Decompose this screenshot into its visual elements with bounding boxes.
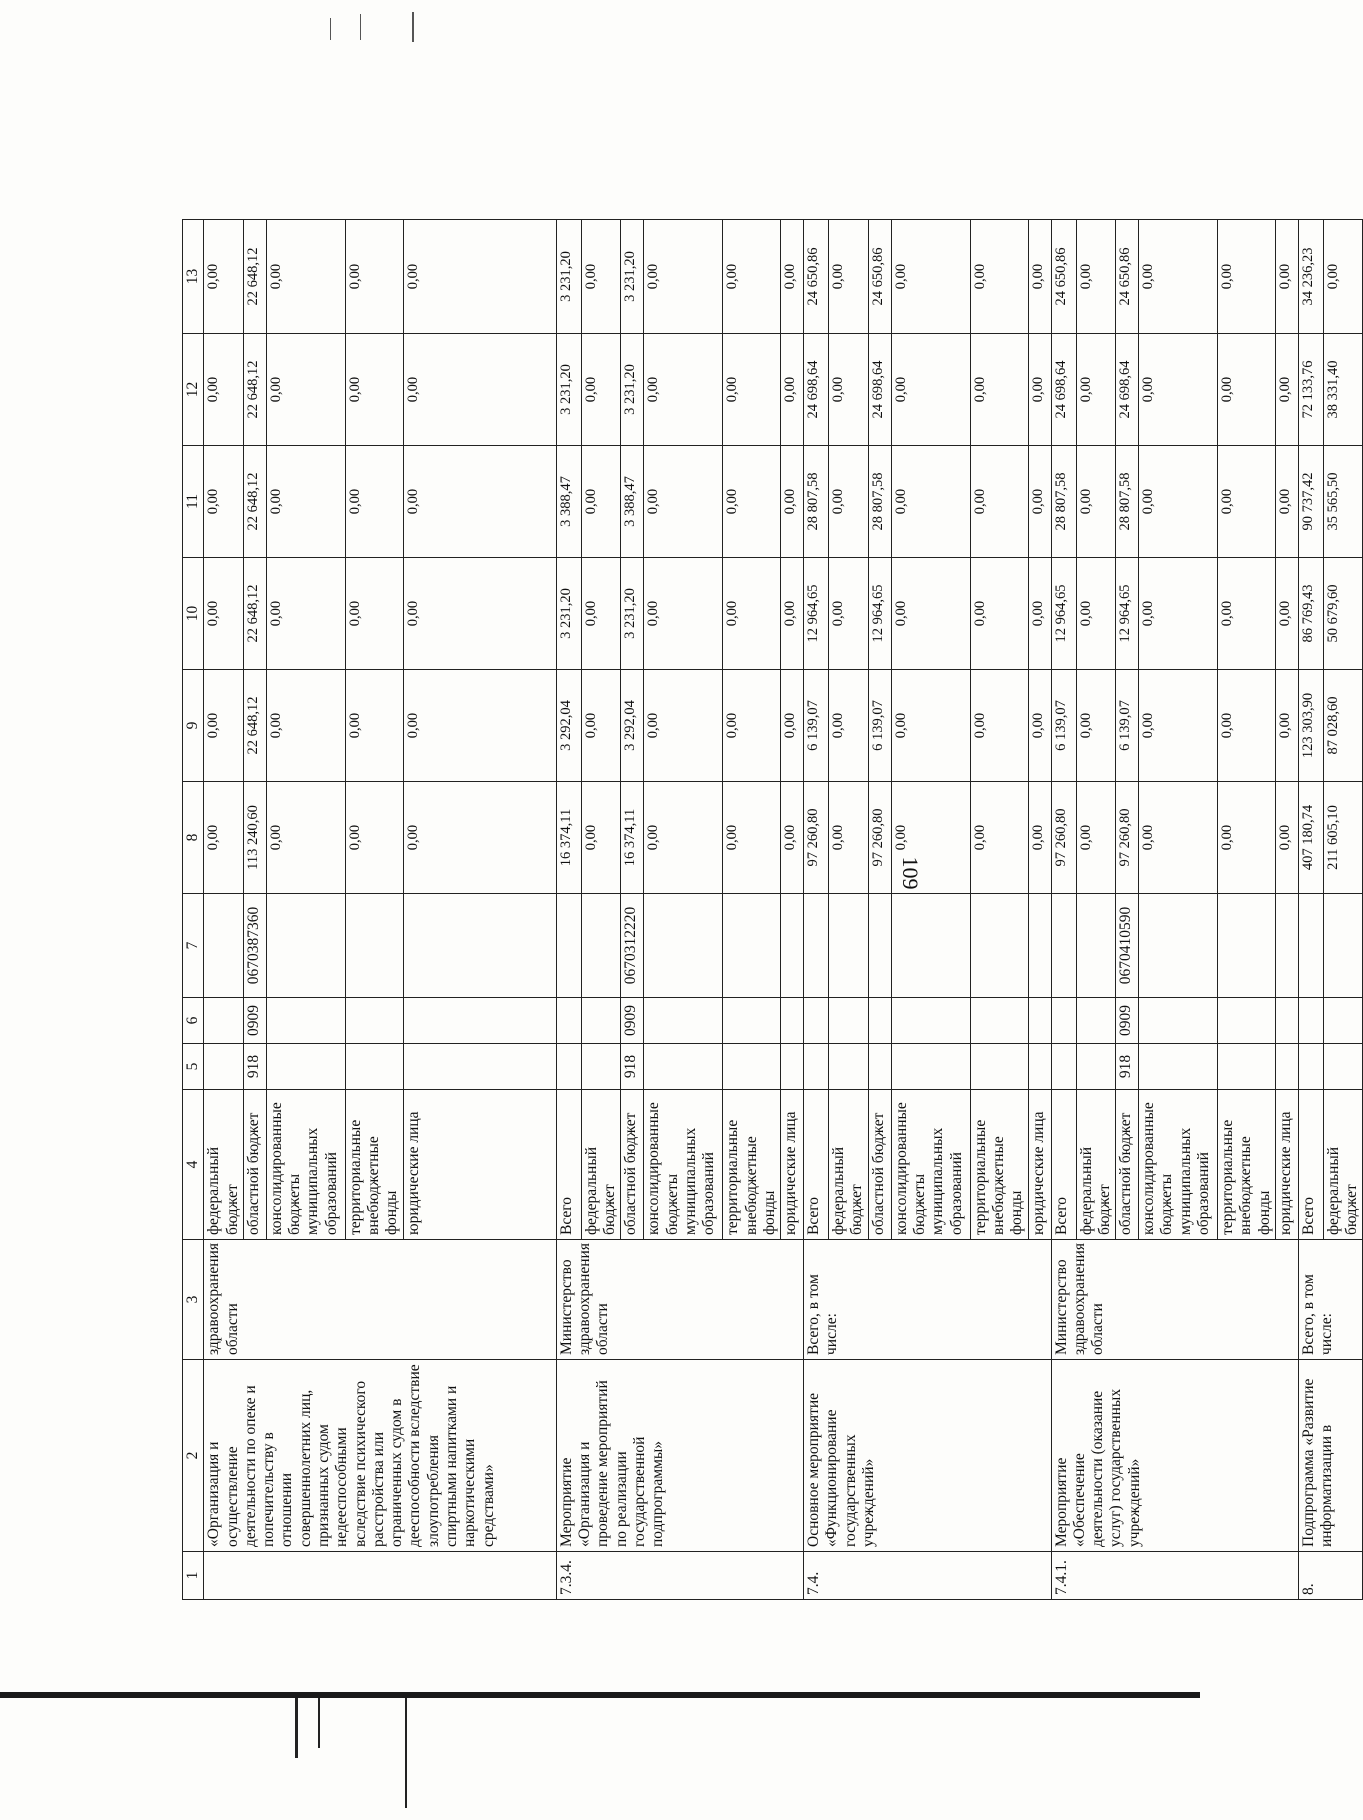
amount-cell: 6 139,07 — [868, 670, 891, 782]
amount-cell: 0,00 — [581, 446, 621, 558]
amount-cell: 0,00 — [581, 782, 621, 894]
scan-edge-mark — [330, 18, 331, 40]
amount-cell: 0,00 — [1275, 782, 1298, 894]
funding-source: областной бюджет — [868, 1090, 891, 1240]
row-number: 8. — [1298, 1552, 1363, 1600]
col-header: 11 — [183, 446, 204, 558]
amount-cell: 0,00 — [891, 220, 970, 334]
col-header: 5 — [183, 1044, 204, 1090]
amount-cell: 34 236,23 — [1298, 220, 1323, 334]
budget-code-c5: 918 — [1116, 1044, 1139, 1090]
amount-cell: 0,00 — [1139, 446, 1218, 558]
program-name: Подпрограмма «Развитие информатизации в — [1298, 1360, 1363, 1552]
budget-code-c6 — [403, 998, 556, 1044]
funding-source: Всего — [804, 1090, 829, 1240]
amount-cell: 0,00 — [970, 220, 1028, 334]
amount-cell: 12 964,65 — [1116, 558, 1139, 670]
budget-code-c6 — [1323, 998, 1363, 1044]
amount-cell: 50 679,60 — [1323, 558, 1363, 670]
amount-cell: 3 231,20 — [621, 558, 644, 670]
amount-cell: 113 240,60 — [243, 782, 266, 894]
program-name: Мероприятие «Обеспечение деятельности (оказание услуг) государственных учреждений» — [1051, 1360, 1298, 1552]
col-header: 12 — [183, 334, 204, 446]
col-header: 9 — [183, 670, 204, 782]
funding-source: территориальные внебюджетные фонды — [345, 1090, 403, 1240]
budget-code-c6 — [1298, 998, 1323, 1044]
col-header: 7 — [183, 894, 204, 998]
budget-code-c7 — [970, 894, 1028, 998]
amount-cell: 3 231,20 — [556, 558, 581, 670]
amount-cell: 0,00 — [403, 220, 556, 334]
amount-cell: 0,00 — [1139, 220, 1218, 334]
budget-code-c6 — [868, 998, 891, 1044]
budget-code-c5 — [1218, 1044, 1276, 1090]
amount-cell: 0,00 — [644, 670, 723, 782]
funding-source: консолидированные бюджеты муниципальных образований — [266, 1090, 345, 1240]
amount-cell: 0,00 — [891, 334, 970, 446]
amount-cell: 6 139,07 — [1116, 670, 1139, 782]
amount-cell: 12 964,65 — [868, 558, 891, 670]
amount-cell: 0,00 — [1139, 558, 1218, 670]
amount-cell: 0,00 — [1076, 220, 1116, 334]
amount-cell: 22 648,12 — [243, 670, 266, 782]
budget-code-c6 — [1218, 998, 1276, 1044]
amount-cell: 0,00 — [829, 220, 869, 334]
amount-cell: 24 650,86 — [1051, 220, 1076, 334]
amount-cell: 28 807,58 — [1051, 446, 1076, 558]
amount-cell: 0,00 — [403, 670, 556, 782]
amount-cell: 0,00 — [829, 670, 869, 782]
funding-source: консолидированные бюджеты муниципальных образований — [644, 1090, 723, 1240]
amount-cell: 12 964,65 — [1051, 558, 1076, 670]
amount-cell: 0,00 — [1218, 558, 1276, 670]
amount-cell: 0,00 — [781, 334, 804, 446]
amount-cell: 12 964,65 — [804, 558, 829, 670]
budget-code-c6 — [1028, 998, 1051, 1044]
budget-code-c7 — [781, 894, 804, 998]
amount-cell: 0,00 — [781, 558, 804, 670]
col-header: 2 — [183, 1360, 204, 1552]
amount-cell: 0,00 — [1076, 334, 1116, 446]
amount-cell: 3 292,04 — [556, 670, 581, 782]
amount-cell: 3 292,04 — [621, 670, 644, 782]
amount-cell: 0,00 — [345, 446, 403, 558]
amount-cell: 0,00 — [644, 334, 723, 446]
amount-cell: 0,00 — [403, 782, 556, 894]
funding-source: Всего — [1051, 1090, 1076, 1240]
row-number — [204, 1552, 556, 1600]
table-row — [556, 220, 581, 1600]
amount-cell: 0,00 — [204, 558, 244, 670]
budget-code-c6 — [1275, 998, 1298, 1044]
funding-source: Всего — [556, 1090, 581, 1240]
amount-cell: 97 260,80 — [804, 782, 829, 894]
amount-cell: 0,00 — [403, 558, 556, 670]
page-number: 109 — [898, 856, 923, 890]
amount-cell: 0,00 — [781, 220, 804, 334]
funding-source: федеральный бюджет — [1076, 1090, 1116, 1240]
funding-source: юридические лица — [1275, 1090, 1298, 1240]
amount-cell: 0,00 — [1218, 334, 1276, 446]
amount-cell: 0,00 — [891, 558, 970, 670]
amount-cell: 0,00 — [723, 670, 781, 782]
amount-cell: 22 648,12 — [243, 446, 266, 558]
amount-cell: 0,00 — [204, 446, 244, 558]
amount-cell: 6 139,07 — [804, 670, 829, 782]
amount-cell: 97 260,80 — [868, 782, 891, 894]
amount-cell: 0,00 — [345, 782, 403, 894]
budget-code-c7 — [891, 894, 970, 998]
amount-cell: 28 807,58 — [804, 446, 829, 558]
funding-source: юридические лица — [781, 1090, 804, 1240]
amount-cell: 0,00 — [644, 220, 723, 334]
amount-cell: 0,00 — [266, 558, 345, 670]
budget-code-c5 — [644, 1044, 723, 1090]
budget-code-c7 — [644, 894, 723, 998]
executor: Всего, в том числе: — [1298, 1240, 1363, 1360]
amount-cell: 0,00 — [723, 558, 781, 670]
amount-cell: 0,00 — [781, 446, 804, 558]
amount-cell: 0,00 — [1028, 558, 1051, 670]
budget-code-c7: 0670312220 — [621, 894, 644, 998]
amount-cell: 0,00 — [266, 670, 345, 782]
amount-cell: 0,00 — [1218, 446, 1276, 558]
budget-code-c7 — [556, 894, 581, 998]
amount-cell: 24 698,64 — [1116, 334, 1139, 446]
col-header: 10 — [183, 558, 204, 670]
amount-cell: 0,00 — [723, 782, 781, 894]
executor: Министерство здравоохранения области — [556, 1240, 803, 1360]
amount-cell: 0,00 — [723, 334, 781, 446]
table-row — [1051, 220, 1076, 1600]
col-header: 13 — [183, 220, 204, 334]
amount-cell: 407 180,74 — [1298, 782, 1323, 894]
amount-cell: 0,00 — [266, 446, 345, 558]
budget-code-c5 — [403, 1044, 556, 1090]
budget-code-c6 — [581, 998, 621, 1044]
budget-code-c7 — [1076, 894, 1116, 998]
budget-code-c7 — [829, 894, 869, 998]
col-header: 6 — [183, 998, 204, 1044]
budget-table — [182, 219, 1363, 1600]
funding-source: федеральный бюджет — [581, 1090, 621, 1240]
amount-cell: 0,00 — [581, 558, 621, 670]
amount-cell: 0,00 — [1028, 446, 1051, 558]
row-number: 7.3.4. — [556, 1552, 803, 1600]
amount-cell: 0,00 — [204, 782, 244, 894]
executor: Министерство здравоохранения области — [1051, 1240, 1298, 1360]
col-header: 4 — [183, 1090, 204, 1240]
funding-source: территориальные внебюджетные фонды — [1218, 1090, 1276, 1240]
budget-code-c6: 0909 — [621, 998, 644, 1044]
amount-cell: 0,00 — [970, 670, 1028, 782]
amount-cell: 3 231,20 — [556, 334, 581, 446]
amount-cell: 0,00 — [204, 220, 244, 334]
scan-edge-mark — [318, 1698, 320, 1748]
budget-code-c7 — [1323, 894, 1363, 998]
amount-cell: 22 648,12 — [243, 220, 266, 334]
budget-code-c7 — [1298, 894, 1323, 998]
program-name: Основное мероприятие «Функционирование государственных учреждений» — [804, 1360, 1051, 1552]
amount-cell: 0,00 — [970, 558, 1028, 670]
amount-cell: 0,00 — [1275, 334, 1298, 446]
budget-code-c6 — [204, 998, 244, 1044]
amount-cell: 35 565,50 — [1323, 446, 1363, 558]
budget-code-c5 — [1323, 1044, 1363, 1090]
rotated-table-wrapper — [182, 220, 1361, 1600]
amount-cell: 0,00 — [644, 782, 723, 894]
amount-cell: 0,00 — [1076, 558, 1116, 670]
amount-cell: 0,00 — [781, 670, 804, 782]
amount-cell: 0,00 — [829, 334, 869, 446]
funding-source: юридические лица — [1028, 1090, 1051, 1240]
budget-code-c7 — [345, 894, 403, 998]
budget-code-c5 — [1275, 1044, 1298, 1090]
budget-code-c6 — [804, 998, 829, 1044]
funding-source: федеральный бюджет — [1323, 1090, 1363, 1240]
executor: Всего, в том числе: — [804, 1240, 1051, 1360]
amount-cell: 28 807,58 — [868, 446, 891, 558]
amount-cell: 0,00 — [1218, 220, 1276, 334]
funding-source: Всего — [1298, 1090, 1323, 1240]
amount-cell: 3 231,20 — [621, 220, 644, 334]
budget-code-c5 — [829, 1044, 869, 1090]
budget-code-c6 — [781, 998, 804, 1044]
amount-cell: 6 139,07 — [1051, 670, 1076, 782]
funding-source: областной бюджет — [621, 1090, 644, 1240]
budget-code-c6 — [1051, 998, 1076, 1044]
table-row — [1298, 220, 1323, 1600]
amount-cell: 0,00 — [891, 446, 970, 558]
budget-code-c6 — [723, 998, 781, 1044]
scan-edge-mark — [360, 14, 361, 40]
budget-code-c5 — [804, 1044, 829, 1090]
amount-cell: 16 374,11 — [621, 782, 644, 894]
budget-code-c6 — [829, 998, 869, 1044]
col-header: 8 — [183, 782, 204, 894]
budget-code-c5 — [781, 1044, 804, 1090]
budget-code-c5 — [891, 1044, 970, 1090]
amount-cell: 0,00 — [266, 220, 345, 334]
amount-cell: 0,00 — [781, 782, 804, 894]
amount-cell: 22 648,12 — [243, 334, 266, 446]
budget-code-c7 — [581, 894, 621, 998]
col-header: 1 — [183, 1552, 204, 1600]
executor: здравоохранения области — [204, 1240, 556, 1360]
amount-cell: 0,00 — [970, 334, 1028, 446]
budget-code-c7 — [1139, 894, 1218, 998]
amount-cell: 24 698,64 — [804, 334, 829, 446]
amount-cell: 0,00 — [345, 558, 403, 670]
amount-cell: 28 807,58 — [1116, 446, 1139, 558]
amount-cell: 0,00 — [1028, 670, 1051, 782]
amount-cell: 0,00 — [266, 782, 345, 894]
funding-source: федеральный бюджет — [829, 1090, 869, 1240]
budget-code-c7: 0670387360 — [243, 894, 266, 998]
amount-cell: 0,00 — [1275, 558, 1298, 670]
amount-cell: 3 388,47 — [621, 446, 644, 558]
amount-cell: 0,00 — [581, 220, 621, 334]
budget-code-c5 — [1051, 1044, 1076, 1090]
budget-code-c5 — [1298, 1044, 1323, 1090]
amount-cell: 86 769,43 — [1298, 558, 1323, 670]
amount-cell: 0,00 — [829, 446, 869, 558]
amount-cell: 0,00 — [403, 446, 556, 558]
budget-code-c5 — [1028, 1044, 1051, 1090]
budget-code-c6 — [556, 998, 581, 1044]
amount-cell: 0,00 — [1028, 334, 1051, 446]
amount-cell: 0,00 — [1076, 446, 1116, 558]
budget-code-c7 — [1051, 894, 1076, 998]
amount-cell: 0,00 — [1275, 670, 1298, 782]
amount-cell: 24 698,64 — [1051, 334, 1076, 446]
budget-code-c5 — [556, 1044, 581, 1090]
amount-cell: 0,00 — [1076, 670, 1116, 782]
amount-cell: 72 133,76 — [1298, 334, 1323, 446]
program-name: Мероприятие «Организация и проведение мероприятий по реализации государственной подпрограммы» — [556, 1360, 803, 1552]
amount-cell: 0,00 — [1028, 220, 1051, 334]
budget-code-c6: 0909 — [1116, 998, 1139, 1044]
budget-code-c6 — [266, 998, 345, 1044]
amount-cell: 0,00 — [723, 446, 781, 558]
amount-cell: 24 650,86 — [1116, 220, 1139, 334]
funding-source: территориальные внебюджетные фонды — [723, 1090, 781, 1240]
header-row — [183, 220, 204, 1600]
amount-cell: 0,00 — [581, 670, 621, 782]
budget-code-c5 — [970, 1044, 1028, 1090]
amount-cell: 0,00 — [345, 220, 403, 334]
amount-cell: 0,00 — [829, 558, 869, 670]
amount-cell: 0,00 — [1139, 334, 1218, 446]
budget-code-c5 — [345, 1044, 403, 1090]
amount-cell: 211 605,10 — [1323, 782, 1363, 894]
budget-code-c6 — [1139, 998, 1218, 1044]
budget-code-c6: 0909 — [243, 998, 266, 1044]
amount-cell: 0,00 — [581, 334, 621, 446]
program-name: «Организация и осуществление деятельности по опеке и попечительству в отношении совершеннолетних лиц, признанных судом недееспособными вследствие психического расстройства или ограниченных судом в дееспособности вследствие злоупотребления спиртными напитками и наркотическими средствами» — [204, 1360, 556, 1552]
budget-code-c7: 0670410590 — [1116, 894, 1139, 998]
amount-cell: 24 650,86 — [868, 220, 891, 334]
amount-cell: 0,00 — [345, 334, 403, 446]
funding-source: областной бюджет — [1116, 1090, 1139, 1240]
budget-code-c5 — [266, 1044, 345, 1090]
amount-cell: 0,00 — [1218, 782, 1276, 894]
row-number: 7.4.1. — [1051, 1552, 1298, 1600]
amount-cell: 3 388,47 — [556, 446, 581, 558]
amount-cell: 0,00 — [970, 446, 1028, 558]
amount-cell: 0,00 — [204, 670, 244, 782]
budget-code-c5: 918 — [243, 1044, 266, 1090]
amount-cell: 87 028,60 — [1323, 670, 1363, 782]
amount-cell: 0,00 — [1218, 670, 1276, 782]
budget-code-c7 — [1028, 894, 1051, 998]
amount-cell: 24 650,86 — [804, 220, 829, 334]
amount-cell: 0,00 — [829, 782, 869, 894]
amount-cell: 3 231,20 — [556, 220, 581, 334]
amount-cell: 24 698,64 — [868, 334, 891, 446]
amount-cell: 90 737,42 — [1298, 446, 1323, 558]
amount-cell: 0,00 — [644, 558, 723, 670]
budget-code-c7 — [204, 894, 244, 998]
amount-cell: 123 303,90 — [1298, 670, 1323, 782]
row-number: 7.4. — [804, 1552, 1051, 1600]
amount-cell: 0,00 — [204, 334, 244, 446]
amount-cell: 38 331,40 — [1323, 334, 1363, 446]
scan-edge-mark — [412, 12, 414, 42]
budget-code-c6 — [891, 998, 970, 1044]
budget-code-c7 — [868, 894, 891, 998]
amount-cell: 3 231,20 — [621, 334, 644, 446]
scan-edge-bar — [0, 1692, 1200, 1698]
funding-source: консолидированные бюджеты муниципальных образований — [1139, 1090, 1218, 1240]
amount-cell: 0,00 — [1275, 446, 1298, 558]
budget-code-c5 — [723, 1044, 781, 1090]
scan-edge-mark — [295, 1698, 298, 1758]
table-row — [804, 220, 829, 1600]
amount-cell: 0,00 — [345, 670, 403, 782]
amount-cell: 0,00 — [1139, 782, 1218, 894]
budget-code-c5 — [581, 1044, 621, 1090]
amount-cell: 97 260,80 — [1116, 782, 1139, 894]
amount-cell: 0,00 — [266, 334, 345, 446]
amount-cell: 16 374,11 — [556, 782, 581, 894]
budget-code-c5 — [204, 1044, 244, 1090]
funding-source: территориальные внебюджетные фонды — [970, 1090, 1028, 1240]
budget-code-c7 — [1275, 894, 1298, 998]
funding-source: юридические лица — [403, 1090, 556, 1240]
amount-cell: 0,00 — [1275, 220, 1298, 334]
amount-cell: 0,00 — [891, 782, 970, 894]
budget-code-c6 — [345, 998, 403, 1044]
table-row — [204, 220, 244, 1600]
budget-code-c5: 918 — [621, 1044, 644, 1090]
amount-cell: 0,00 — [1139, 670, 1218, 782]
budget-code-c5 — [1076, 1044, 1116, 1090]
amount-cell: 0,00 — [403, 334, 556, 446]
amount-cell: 22 648,12 — [243, 558, 266, 670]
budget-code-c6 — [1076, 998, 1116, 1044]
budget-code-c7 — [403, 894, 556, 998]
budget-code-c6 — [970, 998, 1028, 1044]
amount-cell: 0,00 — [891, 670, 970, 782]
budget-code-c7 — [1218, 894, 1276, 998]
budget-code-c7 — [804, 894, 829, 998]
budget-code-c7 — [723, 894, 781, 998]
funding-source: федеральный бюджет — [204, 1090, 244, 1240]
amount-cell: 0,00 — [723, 220, 781, 334]
funding-source: консолидированные бюджеты муниципальных образований — [891, 1090, 970, 1240]
budget-code-c7 — [266, 894, 345, 998]
funding-source: областной бюджет — [243, 1090, 266, 1240]
amount-cell: 0,00 — [1028, 782, 1051, 894]
scan-edge-mark — [405, 1698, 407, 1808]
amount-cell: 0,00 — [644, 446, 723, 558]
amount-cell: 97 260,80 — [1051, 782, 1076, 894]
amount-cell: 0,00 — [1323, 220, 1363, 334]
amount-cell: 0,00 — [970, 782, 1028, 894]
budget-code-c5 — [1139, 1044, 1218, 1090]
amount-cell: 0,00 — [1076, 782, 1116, 894]
budget-code-c5 — [868, 1044, 891, 1090]
budget-code-c6 — [644, 998, 723, 1044]
col-header: 3 — [183, 1240, 204, 1360]
